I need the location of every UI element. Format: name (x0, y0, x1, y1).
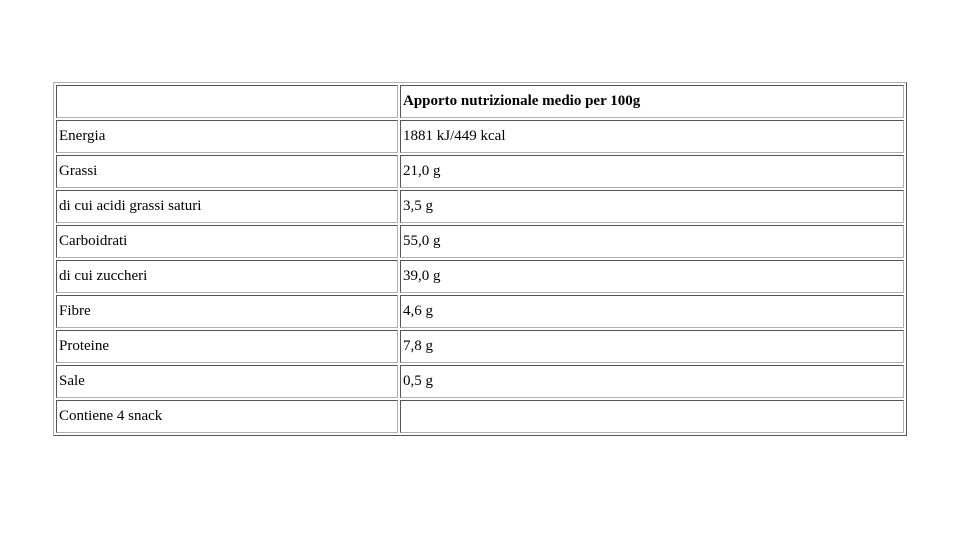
header-title-cell: Apporto nutrizionale medio per 100g (400, 85, 904, 118)
row-label-carboidrati: Carboidrati (56, 225, 398, 258)
table-row (56, 155, 904, 188)
row-value-proteine: 7,8 g (400, 330, 904, 363)
nutrition-table (53, 82, 907, 436)
row-value-energia: 1881 kJ/449 kcal (400, 120, 904, 153)
table-row (56, 330, 904, 363)
table-row (56, 365, 904, 398)
row-label-energia: Energia (56, 120, 398, 153)
row-value-fibre: 4,6 g (400, 295, 904, 328)
row-label-zuccheri: di cui zuccheri (56, 260, 398, 293)
row-value-sale: 0,5 g (400, 365, 904, 398)
table-row (56, 400, 904, 433)
table-row (56, 225, 904, 258)
header-empty-cell (56, 85, 398, 118)
table-row (56, 260, 904, 293)
row-label-proteine: Proteine (56, 330, 398, 363)
row-label-grassi: Grassi (56, 155, 398, 188)
row-label-sale: Sale (56, 365, 398, 398)
row-label-grassi-saturi: di cui acidi grassi saturi (56, 190, 398, 223)
table-header-row (56, 85, 904, 118)
table-row (56, 120, 904, 153)
table-row (56, 295, 904, 328)
row-value-zuccheri: 39,0 g (400, 260, 904, 293)
row-value-carboidrati: 55,0 g (400, 225, 904, 258)
row-value-grassi-saturi: 3,5 g (400, 190, 904, 223)
nutrition-table-container (53, 82, 907, 436)
row-label-fibre: Fibre (56, 295, 398, 328)
row-value-grassi: 21,0 g (400, 155, 904, 188)
row-value-snack (400, 400, 904, 433)
row-label-snack: Contiene 4 snack (56, 400, 398, 433)
table-row (56, 190, 904, 223)
